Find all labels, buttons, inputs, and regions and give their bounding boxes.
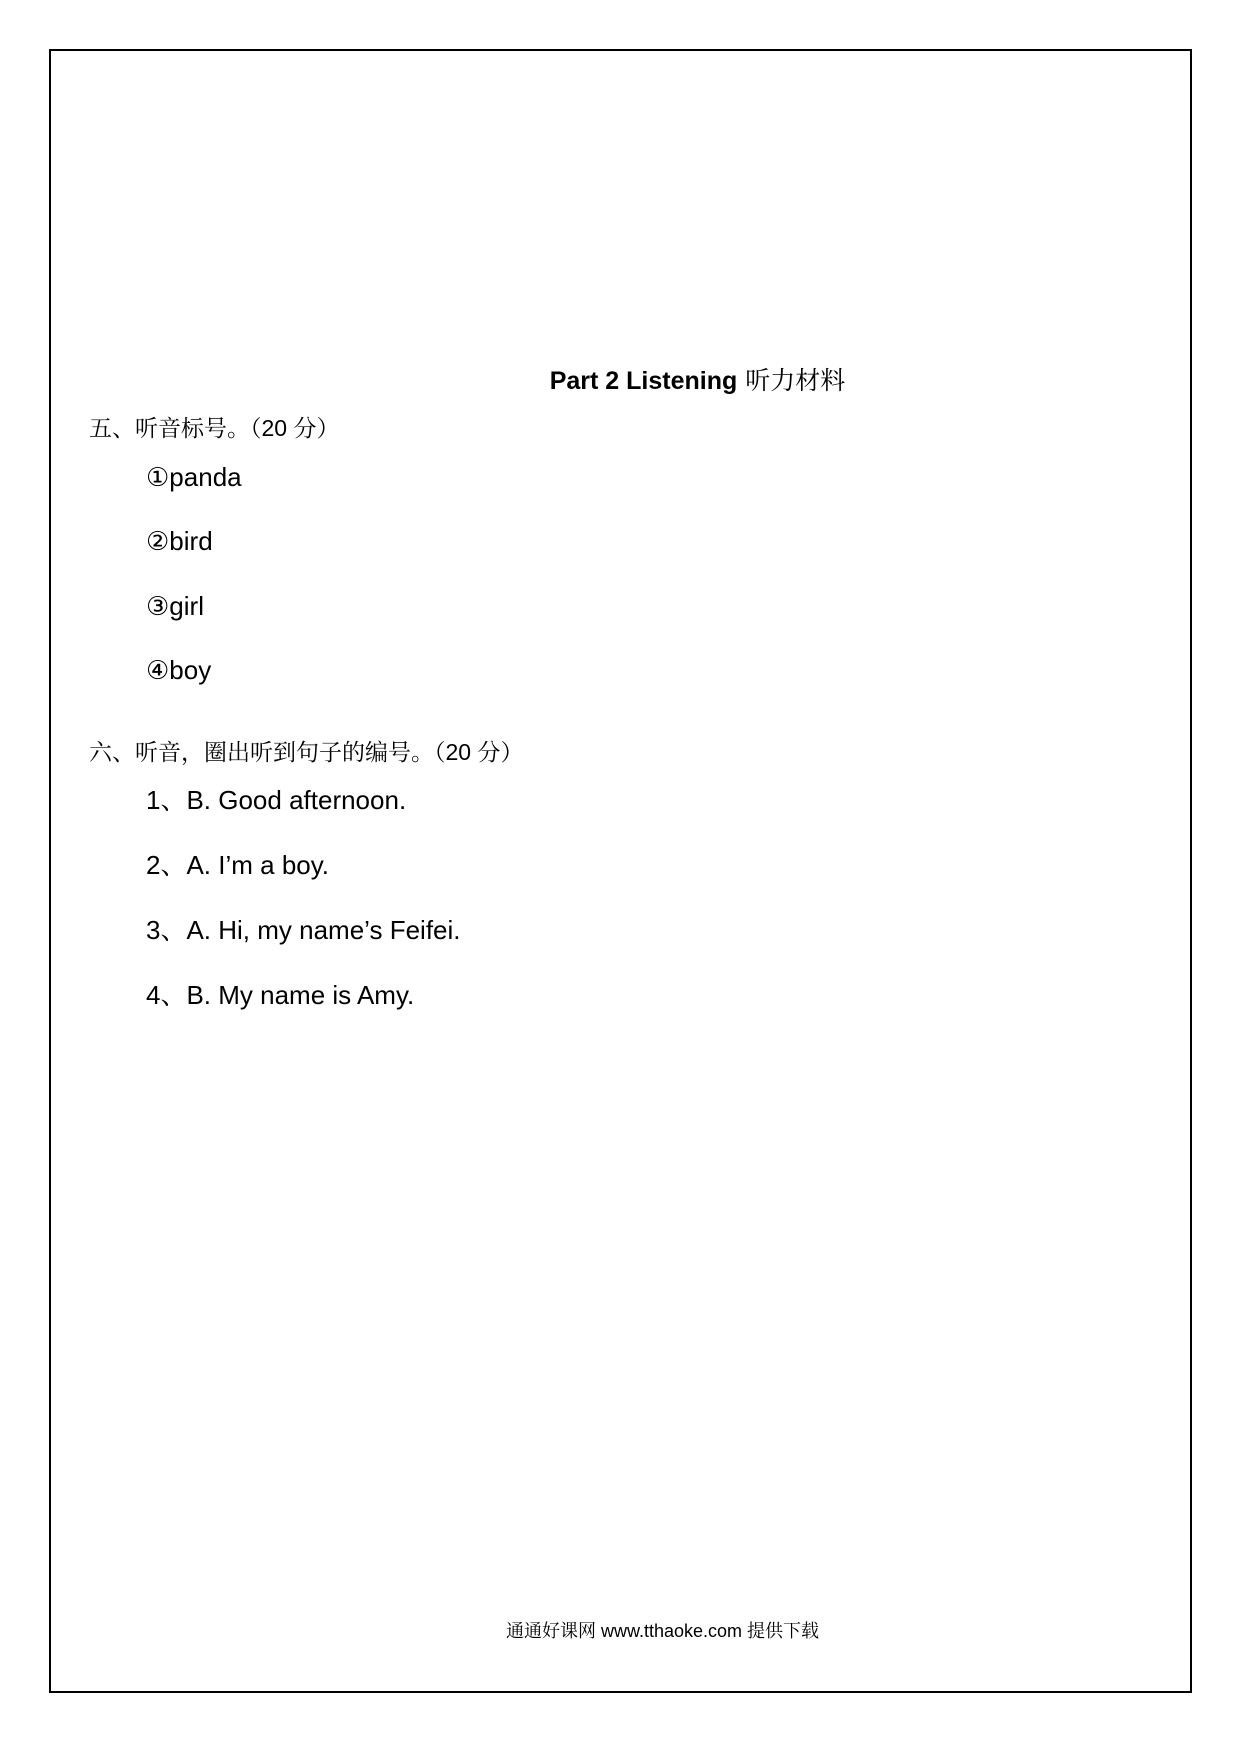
section-5-heading: 五、听音标号。（20 分）: [89, 415, 340, 441]
document-title: [0, 364, 1240, 398]
section-6-heading: 六、听音，圈出听到句子的编号。（20 分）: [89, 739, 524, 765]
section-5-item-4: ④boy: [146, 655, 212, 685]
section-6-item-3: 3、A. Hi, my name’s Feifei.: [146, 915, 461, 945]
section-6-item-2: 2、A. I’m a boy.: [146, 850, 330, 880]
section-6-item-1: 1、B. Good afternoon.: [146, 785, 407, 815]
section-5-item-1: ①panda: [146, 462, 242, 492]
section-5-item-3: ③girl: [146, 591, 204, 621]
title-chinese: 听力材料: [745, 367, 846, 395]
footer-text: 通通好课网 www.tthaoke.com 提供下载: [505, 1621, 820, 1641]
title-english: Part 2 Listening: [549, 367, 738, 395]
section-6-item-4: 4、B. My name is Amy.: [146, 980, 415, 1010]
section-5-item-2: ②bird: [146, 526, 213, 556]
